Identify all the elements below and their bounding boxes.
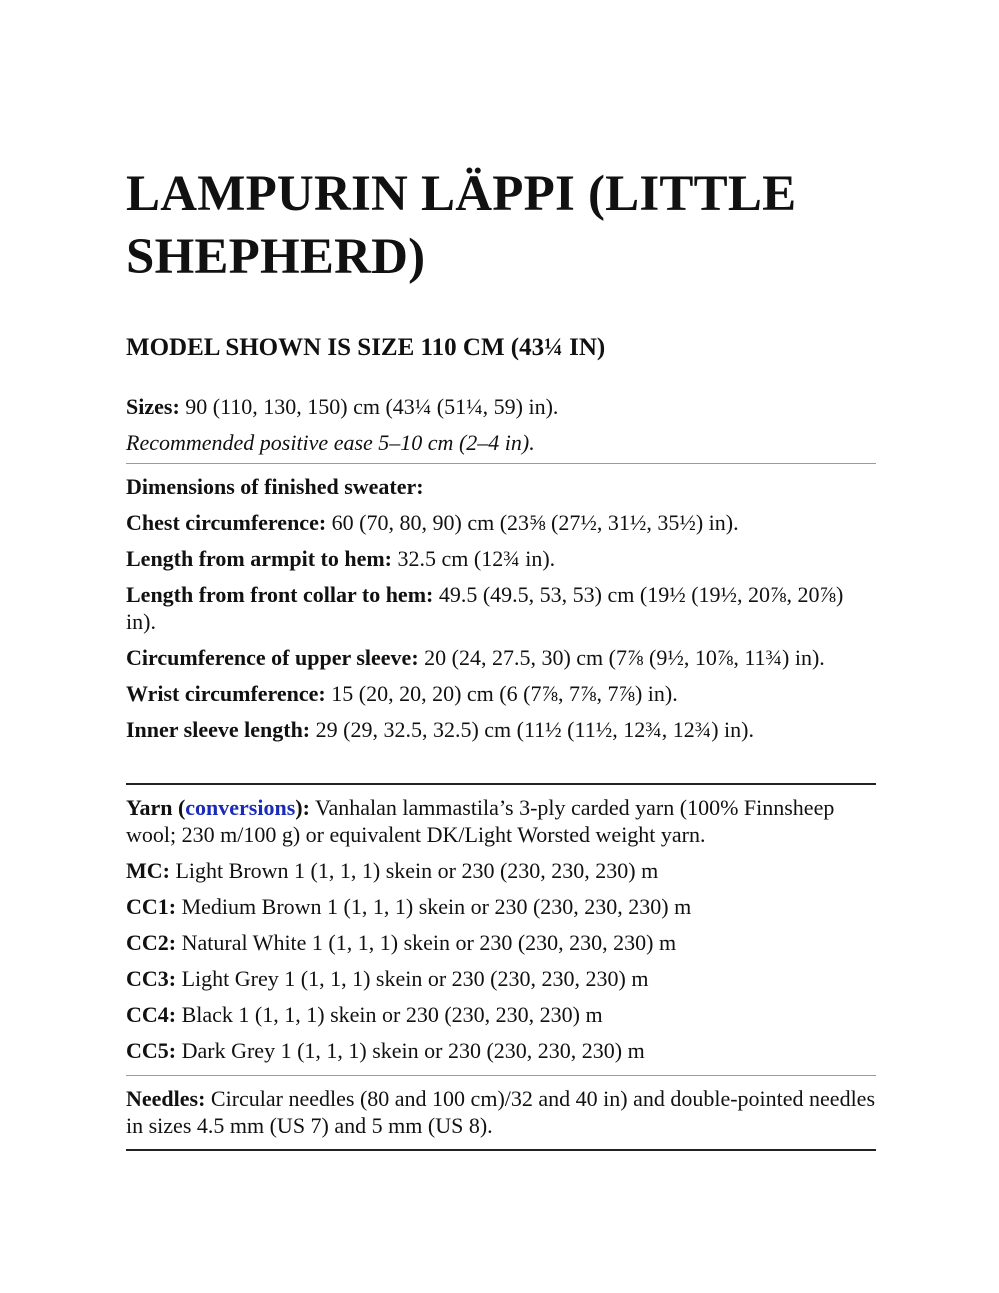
dimension-label: Wrist circumference: [126,681,326,706]
divider [126,1149,876,1151]
dimension-label: Length from armpit to hem: [126,546,392,571]
sizes-section [126,393,876,465]
page-title: LAMPURIN LÄPPI (LITTLE SHEPHERD) [126,166,797,285]
dimension-value: 49.5 (49.5, 53, 53) cm (19½ (19½, 20⅞, 20⅞) in). [126,582,844,634]
dimensions-heading [126,473,876,500]
dimension-value: 20 (24, 27.5, 30) cm (7⅞ (9½, 10⅞, 11¾) in). [418,645,825,670]
sizes-line [126,393,876,420]
yarn-color-item [126,893,876,920]
needles-label: Needles: [126,1086,206,1111]
yarn-color-value: Medium Brown 1 (1, 1, 1) skein or 230 (230, 230, 230) m [176,894,692,919]
dimension-item [126,581,876,635]
yarn-label: Yarn ( [126,795,186,820]
dimension-label: Chest circumference: [126,510,327,535]
yarn-color-value: Light Brown 1 (1, 1, 1) skein or 230 (230, 230, 230) m [169,858,659,883]
dimension-item [126,680,876,707]
dimension-value: 60 (70, 80, 90) cm (23⅝ (27½, 31½, 35½) in). [326,510,739,535]
dimension-item [126,509,876,536]
divider [126,1075,876,1076]
yarn-color-label: MC: [126,858,170,883]
yarn-section [126,794,876,1073]
conversions-link[interactable]: conversions [185,795,296,820]
needles-value: Circular needles (80 and 100 cm)/32 and 40 in) and double-pointed needles in sizes 4.5 mm (US 7) and 5 mm (US 8). [126,1086,876,1138]
dimensions-section [126,473,876,752]
dimensions-heading-text: Dimensions of finished sweater: [126,474,424,499]
sizes-label: Sizes: [126,394,180,419]
yarn-line [126,794,876,848]
dimension-item [126,545,876,572]
yarn-color-value: Light Grey 1 (1, 1, 1) skein or 230 (230, 230, 230) m [176,966,649,991]
needles-line [126,1085,876,1139]
dimension-item [126,716,876,743]
model-size-subtitle: MODEL SHOWN IS SIZE 110 CM (43¼ IN) [126,334,606,361]
dimension-value: 32.5 cm (12¾ in). [392,546,556,571]
needles-section [126,1085,876,1148]
yarn-color-value: Dark Grey 1 (1, 1, 1) skein or 230 (230, 230, 230) m [176,1038,645,1063]
yarn-color-label: CC1: [126,894,177,919]
yarn-color-value: Natural White 1 (1, 1, 1) skein or 230 (230, 230, 230) m [176,930,677,955]
dimension-value: 15 (20, 20, 20) cm (6 (7⅞, 7⅞, 7⅞) in). [325,681,678,706]
dimension-label: Circumference of upper sleeve: [126,645,419,670]
divider [126,783,876,785]
yarn-label-end: ): [295,795,310,820]
yarn-color-label: CC4: [126,1002,177,1027]
ease-note: Recommended positive ease 5–10 cm (2–4 in). [126,430,535,455]
sizes-value: 90 (110, 130, 150) cm (43¼ (51¼, 59) in). [179,394,559,419]
yarn-color-item [126,1037,876,1064]
dimension-value: 29 (29, 32.5, 32.5) cm (11½ (11½, 12¾, 12¾) in). [310,717,754,742]
yarn-color-item [126,857,876,884]
dimension-label: Inner sleeve length: [126,717,311,742]
yarn-color-label: CC3: [126,966,177,991]
yarn-value: Vanhalan lammastila’s 3-ply carded yarn (100% Finnsheep wool; 230 m/100 g) or equivalent DK/Light Worsted weight yarn. [126,795,835,847]
yarn-color-label: CC5: [126,1038,177,1063]
yarn-color-item [126,1001,876,1028]
yarn-color-value: Black 1 (1, 1, 1) skein or 230 (230, 230, 230) m [176,1002,603,1027]
yarn-color-item [126,965,876,992]
divider [126,463,876,464]
yarn-color-item [126,929,876,956]
dimension-label: Length from front collar to hem: [126,582,434,607]
dimension-item [126,644,876,671]
yarn-color-label: CC2: [126,930,177,955]
